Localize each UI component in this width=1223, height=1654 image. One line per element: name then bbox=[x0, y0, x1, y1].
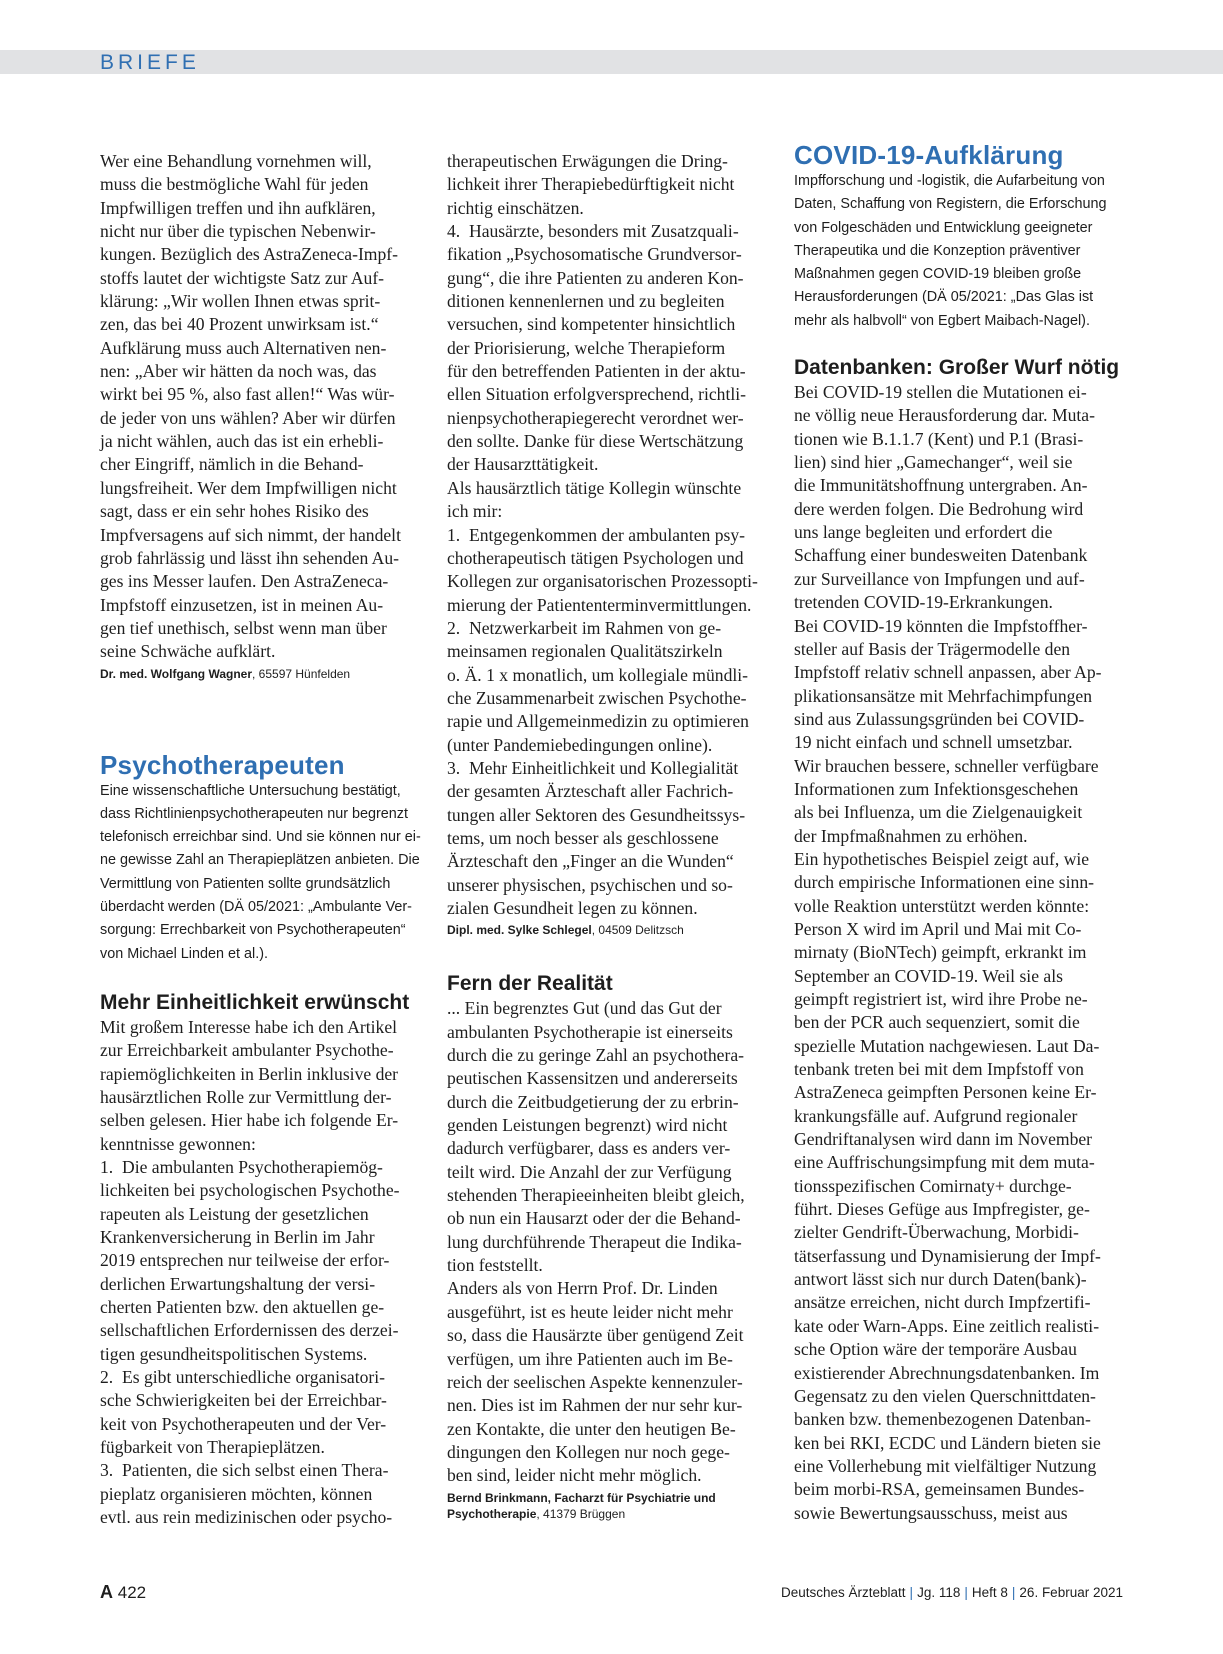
letter-title-fern-der-realitaet: Fern der Realität bbox=[447, 972, 613, 996]
text-line: zur Surveillance von Impfungen und auf- bbox=[794, 568, 1085, 589]
text-line: ken bei RKI, ECDC und Ländern bieten sie bbox=[794, 1432, 1101, 1453]
text-line: rapiemöglichkeiten in Berlin inklusive der bbox=[100, 1063, 399, 1084]
text-line: nen. Dies ist im Rahmen der nur sehr kur- bbox=[447, 1395, 743, 1416]
text-line: Gegensatz zu den vielen Querschnittdaten- bbox=[794, 1385, 1096, 1406]
text-line: stehenden Therapieeinheiten bleibt gleich, bbox=[447, 1185, 745, 1206]
text-line: durch die Zeitbudgetierung der zu erbrin- bbox=[447, 1091, 739, 1112]
text-line: Daten, Schaffung von Registern, die Erforschung bbox=[794, 196, 1107, 213]
text-line: richtig einschätzen. bbox=[447, 197, 584, 218]
text-line: fikation „Psychosomatische Grundversor- bbox=[447, 244, 742, 265]
text-line: dingungen den Kollegen nur noch gege- bbox=[447, 1441, 730, 1462]
text-line: der Impfmaßnahmen zu erhöhen. bbox=[794, 825, 1028, 846]
text-line: Bei COVID-19 stellen die Mutationen ei- bbox=[794, 382, 1087, 403]
text-line: cherten Patienten bzw. den aktuellen ge- bbox=[100, 1297, 385, 1318]
text-line: Impfstoff einzusetzen, ist in meinen Au- bbox=[100, 594, 384, 615]
letter-brinkmann-signature: Bernd Brinkmann, Facharzt für Psychiatrie und Psychotherapie, 41379 Brüggen bbox=[447, 1490, 716, 1521]
text-line: ob nun ein Hausarzt oder der die Behand- bbox=[447, 1208, 741, 1229]
letter-title-datenbanken: Datenbanken: Großer Wurf nötig bbox=[794, 356, 1120, 380]
text-line: für den betreffenden Patienten in der aktu- bbox=[447, 361, 746, 382]
text-line: dass Richtlinienpsychotherapeuten nur begrenzt bbox=[100, 805, 408, 822]
text-line: dadurch verfügbarer, dass es anders ver- bbox=[447, 1138, 731, 1159]
text-line: Bei COVID-19 könnten die Impfstoffher- bbox=[794, 615, 1088, 636]
text-line: eine Vollerhebung mit vielfältiger Nutzung bbox=[794, 1455, 1097, 1476]
text-line: 4. Hausärzte, besonders mit Zusatzquali- bbox=[447, 221, 739, 242]
text-line: grob fahrlässig und lässt ihn sehenden Au- bbox=[100, 547, 400, 568]
text-line: sorgung: Errechbarkeit von Psychotherapeuten“ bbox=[100, 922, 406, 939]
text-line: ben der PCR auch sequenziert, somit die bbox=[794, 1012, 1080, 1033]
text-line: sind aus Zulassungsgründen bei COVID- bbox=[794, 708, 1085, 729]
text-line: mierung der Patiententerminvermittlungen. bbox=[447, 594, 752, 615]
text-line: zielter Gendrift-Überwachung, Morbidi- bbox=[794, 1222, 1079, 1243]
text-line: 2. Es gibt unterschiedliche organisatori- bbox=[100, 1367, 386, 1388]
text-line: Als hausärztlich tätige Kollegin wünschte bbox=[447, 477, 742, 498]
text-line: dere werden folgen. Die Bedrohung wird bbox=[794, 498, 1084, 519]
text-line: plikationsansätze mit Mehrfachimpfungen bbox=[794, 685, 1093, 706]
text-line: sowie Bewertungsausschuss, meist aus bbox=[794, 1502, 1068, 1523]
text-line: der Hausarzttätigkeit. bbox=[447, 454, 599, 475]
journal-issue: Heft 8 bbox=[971, 1585, 1008, 1600]
text-line: 3. Patienten, die sich selbst einen Thera- bbox=[100, 1460, 389, 1481]
text-line: versuchen, sind kompetenter hinsichtlich bbox=[447, 314, 736, 335]
text-line: keit von Psychotherapeuten und der Ver- bbox=[100, 1413, 387, 1434]
text-line: gung“, die ihre Patienten zu anderen Kon- bbox=[447, 267, 744, 288]
text-line: der gesamten Ärzteschaft aller Fachrich- bbox=[447, 781, 734, 802]
text-line: ne gewisse Zahl an Therapieplätzen anbieten. Die bbox=[100, 852, 420, 869]
section-label: BRIEFE bbox=[100, 51, 200, 74]
text-line: nicht nur über die typischen Nebenwir- bbox=[100, 221, 376, 242]
text-line: Wer eine Behandlung vornehmen will, bbox=[100, 151, 372, 171]
text-line: zen, das bei 40 Prozent unwirksam ist.“ bbox=[100, 314, 379, 335]
text-line: Ärzteschaft den „Finger an die Wunden“ bbox=[447, 851, 734, 872]
text-line: tionsspezifischen Comirnaty+ durchge- bbox=[794, 1175, 1072, 1196]
text-line: überdacht werden (DÄ 05/2021: „Ambulante Ver- bbox=[100, 899, 412, 916]
text-line: 2. Netzwerkarbeit im Rahmen von ge- bbox=[447, 617, 722, 638]
text-line: rapie und Allgemeinmedizin zu optimieren bbox=[447, 711, 749, 732]
text-line: Schaffung einer bundesweiten Datenbank bbox=[794, 545, 1088, 566]
journal-footer: Deutsches Ärzteblatt | Jg. 118 | Heft 8 | 26. Februar 2021 bbox=[780, 1585, 1123, 1600]
text-line: so, dass die Hausärzte über genügend Zeit bbox=[447, 1325, 744, 1346]
topic-title-psychotherapeuten: Psychotherapeuten bbox=[100, 749, 345, 780]
text-line: wirkt bei 95 %, also fast allen!“ Was wür- bbox=[100, 384, 395, 405]
text-line: zur Erreichbarkeit ambulanter Psychothe- bbox=[100, 1040, 394, 1061]
text-line: cher Eingriff, nämlich in die Behand- bbox=[100, 454, 364, 475]
text-line: zen Kontakte, die unter den heutigen Be- bbox=[447, 1418, 736, 1439]
text-line: Maßnahmen gegen COVID-19 bleiben große bbox=[794, 266, 1082, 283]
journal-name: Deutsches Ärzteblatt bbox=[780, 1585, 906, 1600]
text-line: o. Ä. 1 x monatlich, um kollegiale mündli- bbox=[447, 664, 749, 685]
letter-schlegel-signature: Dipl. med. Sylke Schlegel, 04509 Delitzsch bbox=[447, 923, 684, 938]
text-line: beim morbi-RSA, gemeinsamen Bundes- bbox=[794, 1479, 1085, 1500]
text-line: ellen Situation erfolgversprechend, richtli- bbox=[447, 384, 746, 405]
text-line: gen tief unethisch, selbst wenn man über bbox=[100, 617, 387, 638]
text-line: von Michael Linden et al.). bbox=[100, 945, 268, 962]
text-line: ja nicht wählen, auch das ist ein erhebli- bbox=[100, 431, 384, 452]
text-line: geimpft registriert ist, wird ihre Probe ne- bbox=[794, 989, 1088, 1010]
text-line: tätserfassung und Dynamisierung der Impf- bbox=[794, 1245, 1101, 1266]
text-line: AstraZeneca geimpften Personen keine Er- bbox=[794, 1082, 1097, 1103]
text-line: lien) sind hier „Gamechanger“, weil sie bbox=[794, 452, 1073, 473]
text-line: therapeutischen Erwägungen die Dring- bbox=[447, 151, 728, 171]
letter-wagner-signature: Dr. med. Wolfgang Wagner, 65597 Hünfelden bbox=[100, 666, 351, 681]
text-line: durch empirische Informationen eine sinn- bbox=[794, 872, 1094, 893]
text-line: lichkeiten bei psychologischen Psychothe- bbox=[100, 1180, 400, 1201]
text-line: ambulanten Psychotherapie ist einerseits bbox=[447, 1021, 733, 1042]
text-line: Impfversagens auf sich nimmt, der handelt bbox=[100, 524, 401, 545]
text-line: sagt, dass er ein sehr hohes Risiko des bbox=[100, 501, 369, 522]
text-line: existierender Abrechnungsdatenbanken. Im bbox=[794, 1362, 1100, 1383]
text-line: 1. Entgegenkommen der ambulanten psy- bbox=[447, 524, 746, 545]
text-line: meinsamen regionalen Qualitätszirkeln bbox=[447, 641, 723, 662]
text-line: Person X wird im April und Mai mit Co- bbox=[794, 918, 1082, 939]
text-line: volle Reaktion unterstützt werden könnte: bbox=[794, 895, 1090, 916]
text-line: sche Schwierigkeiten bei der Erreichbar- bbox=[100, 1390, 387, 1411]
text-line: Wir brauchen bessere, schneller verfügbare bbox=[794, 755, 1099, 776]
text-line: evtl. aus rein medizinischen oder psycho- bbox=[100, 1507, 393, 1528]
text-line: rapeuten als Leistung der gesetzlichen bbox=[100, 1203, 369, 1224]
text-line: eine Auffrischungsimpfung mit dem muta- bbox=[794, 1152, 1095, 1173]
text-line: sellschaftlichen Erfordernissen des derzei- bbox=[100, 1320, 399, 1341]
text-line: lichkeit ihrer Therapiebedürftigkeit nicht bbox=[447, 174, 735, 195]
text-line: Krankenversicherung in Berlin im Jahr bbox=[100, 1227, 375, 1248]
text-line: antwort lässt sich nur durch Daten(bank)- bbox=[794, 1269, 1087, 1290]
letter-schlegel-body-continued bbox=[447, 150, 777, 920]
text-line: krankungsfälle auf. Aufgrund regionaler bbox=[794, 1105, 1078, 1126]
text-line: hausärztlichen Rolle zur Vermittlung der- bbox=[100, 1086, 392, 1107]
text-line: Kollegen zur organisatorischen Prozessopti- bbox=[447, 571, 758, 592]
text-line: 1. Die ambulanten Psychotherapiemög- bbox=[100, 1157, 383, 1177]
text-line: Ein hypothetisches Beispiel zeigt auf, wie bbox=[794, 848, 1090, 869]
text-line: kungen. Bezüglich des AstraZeneca-Impf- bbox=[100, 244, 399, 265]
journal-date: 26. Februar 2021 bbox=[1019, 1585, 1123, 1600]
text-line: verfügen, um ihre Patienten auch im Be- bbox=[447, 1348, 733, 1369]
letter-datenbanken-body bbox=[794, 381, 1124, 1525]
text-line: ich mir: bbox=[447, 501, 503, 522]
text-line: nienpsychotherapiegerecht verordnet wer- bbox=[447, 407, 744, 428]
column-2 bbox=[447, 150, 777, 1522]
text-line: ditionen kennenlernen und zu begleiten bbox=[447, 291, 725, 312]
column-1 bbox=[100, 150, 422, 1530]
text-line: tigen gesundheitspolitischen Systems. bbox=[100, 1343, 368, 1364]
text-line: September an COVID-19. Weil sie als bbox=[794, 965, 1063, 986]
text-line: spezielle Mutation nachgewiesen. Laut Da- bbox=[794, 1035, 1100, 1056]
text-line: führt. Dieses Gefüge aus Impfregister, ge- bbox=[794, 1199, 1090, 1220]
text-line: che Zusammenarbeit zwischen Psychothe- bbox=[447, 687, 747, 708]
text-line: durch die zu geringe Zahl an psychothera- bbox=[447, 1045, 745, 1066]
text-line: uns lange begleiten und erfordert die bbox=[794, 522, 1053, 543]
text-line: sche Option wäre der temporäre Ausbau bbox=[794, 1339, 1077, 1360]
text-line: peutischen Kassensitzen und andererseits bbox=[447, 1068, 738, 1089]
text-line: tungen aller Sektoren des Gesundheitssys- bbox=[447, 804, 746, 825]
text-line: Impfstoff relativ schnell anpassen, aber Ap- bbox=[794, 662, 1102, 683]
text-line: seine Schwäche aufklärt. bbox=[100, 641, 276, 662]
letter-schlegel-body bbox=[100, 1016, 422, 1530]
text-line: tion feststellt. bbox=[447, 1255, 543, 1276]
text-line: lung durchführende Therapeut die Indika- bbox=[447, 1231, 742, 1252]
text-line: ne völlig neue Herausforderung dar. Muta- bbox=[794, 405, 1095, 426]
text-line: ges ins Messer laufen. Den AstraZeneca- bbox=[100, 571, 389, 592]
page-number: A 422 bbox=[100, 1582, 147, 1602]
text-line: chotherapeutisch tätigen Psychologen und bbox=[447, 547, 744, 568]
text-line: mehr als halbvoll“ von Egbert Maibach-Nagel). bbox=[794, 312, 1090, 329]
text-line: derlichen Erwartungshaltung der versi- bbox=[100, 1273, 376, 1294]
text-line: Impfforschung und -logistik, die Aufarbeitung von bbox=[794, 173, 1105, 189]
text-line: telefonisch erreichbar sind. Und sie können nur ei- bbox=[100, 829, 421, 846]
text-line: klärung: „Wir wollen Ihnen etwas sprit- bbox=[100, 291, 381, 312]
text-line: steller auf Basis der Trägermodelle den bbox=[794, 638, 1071, 659]
text-line: Aufklärung muss auch Alternativen nen- bbox=[100, 337, 387, 358]
text-line: lungsfreiheit. Wer dem Impfwilligen nicht bbox=[100, 477, 397, 498]
text-line: tionen wie B.1.1.7 (Kent) und P.1 (Brasi- bbox=[794, 428, 1084, 449]
text-line: Informationen zum Infektionsgeschehen bbox=[794, 778, 1079, 799]
text-line: kate oder Warn-Apps. Eine zeitlich realisti- bbox=[794, 1315, 1100, 1336]
text-line: tems, um noch besser als geschlossene bbox=[447, 827, 719, 848]
text-line: den sollte. Danke für diese Wertschätzung bbox=[447, 431, 744, 452]
topic-intro-covid bbox=[794, 170, 1124, 333]
text-line: Therapeutika und die Konzeption präventiver bbox=[794, 242, 1081, 259]
text-line: banken bzw. themenbezogenen Datenban- bbox=[794, 1409, 1091, 1430]
text-line: 3. Mehr Einheitlichkeit und Kollegialität bbox=[447, 757, 739, 778]
topic-title-covid: COVID-19-Aufklärung bbox=[794, 140, 1064, 170]
text-line: ausgeführt, ist es heute leider nicht mehr bbox=[447, 1301, 733, 1322]
text-line: muss die bestmögliche Wahl für jeden bbox=[100, 174, 369, 195]
letter-wagner-body bbox=[100, 150, 422, 664]
text-line: teilt wird. Die Anzahl der zur Verfügung bbox=[447, 1161, 732, 1182]
text-line: tenbank treten bei mit dem Impfstoff von bbox=[794, 1059, 1084, 1080]
text-line: zialen Gesundheit legen zu können. bbox=[447, 898, 698, 918]
text-line: ... Ein begrenztes Gut (und das Gut der bbox=[447, 998, 722, 1019]
text-line: unserer physischen, psychischen und so- bbox=[447, 874, 733, 895]
text-line: ansätze erreichen, nicht durch Impfzertifi- bbox=[794, 1292, 1091, 1313]
text-line: als bei Influenza, um die Zielgenauigkeit bbox=[794, 802, 1083, 823]
letter-brinkmann-body bbox=[447, 997, 777, 1487]
text-line: Vermittlung von Patienten sollte grundsätzlich bbox=[100, 875, 391, 892]
text-line: reich der seelischen Aspekte kennenzuler- bbox=[447, 1371, 743, 1392]
column-3 bbox=[794, 140, 1124, 1525]
text-line: stoffs lautet der wichtigste Satz zur Auf- bbox=[100, 267, 385, 288]
text-line: kenntnisse gewonnen: bbox=[100, 1133, 256, 1154]
journal-volume: Jg. 118 bbox=[917, 1585, 961, 1600]
text-line: Impfwilligen treffen und ihn aufklären, bbox=[100, 197, 376, 218]
text-line: mirnaty (BioNTech) geimpft, erkrankt im bbox=[794, 942, 1087, 963]
text-line: die Immunitätshoffnung untergraben. An- bbox=[794, 475, 1088, 496]
letter-title-einheitlichkeit: Mehr Einheitlichkeit erwünscht bbox=[100, 990, 410, 1014]
text-line: 19 nicht einfach und schnell umsetzbar. bbox=[794, 732, 1073, 753]
text-line: de jeder von uns wählen? Aber wir dürfen bbox=[100, 407, 396, 428]
text-line: tretenden COVID-19-Erkrankungen. bbox=[794, 592, 1053, 613]
text-line: Anders als von Herrn Prof. Dr. Linden bbox=[447, 1278, 718, 1299]
text-line: nen: „Aber wir hätten da noch was, das bbox=[100, 361, 377, 382]
text-line: fügbarkeit von Therapieplätzen. bbox=[100, 1437, 325, 1458]
text-line: der Priorisierung, welche Therapieform bbox=[447, 337, 726, 358]
text-line: Gendriftanalysen wird dann im November bbox=[794, 1129, 1093, 1150]
topic-intro-psychotherapeuten bbox=[100, 780, 422, 966]
text-line: 2019 entsprechen nur teilweise der erfor- bbox=[100, 1250, 390, 1271]
text-line: pieplatz organisieren möchten, können bbox=[100, 1483, 373, 1504]
text-line: Eine wissenschaftliche Untersuchung bestätigt, bbox=[100, 782, 401, 799]
text-line: selben gelesen. Hier habe ich folgende Er- bbox=[100, 1110, 399, 1131]
text-line: Mit großem Interesse habe ich den Artikel bbox=[100, 1016, 398, 1037]
text-line: genden Leistungen begrenzt) wird nicht bbox=[447, 1115, 728, 1136]
text-line: von Folgeschäden und Entwicklung geeigneter bbox=[794, 219, 1093, 236]
text-line: (unter Pandemiebedingungen online). bbox=[447, 734, 713, 755]
text-line: Herausforderungen (DÄ 05/2021: „Das Glas ist bbox=[794, 289, 1094, 306]
text-line: ben sind, leider nicht mehr möglich. bbox=[447, 1465, 702, 1486]
